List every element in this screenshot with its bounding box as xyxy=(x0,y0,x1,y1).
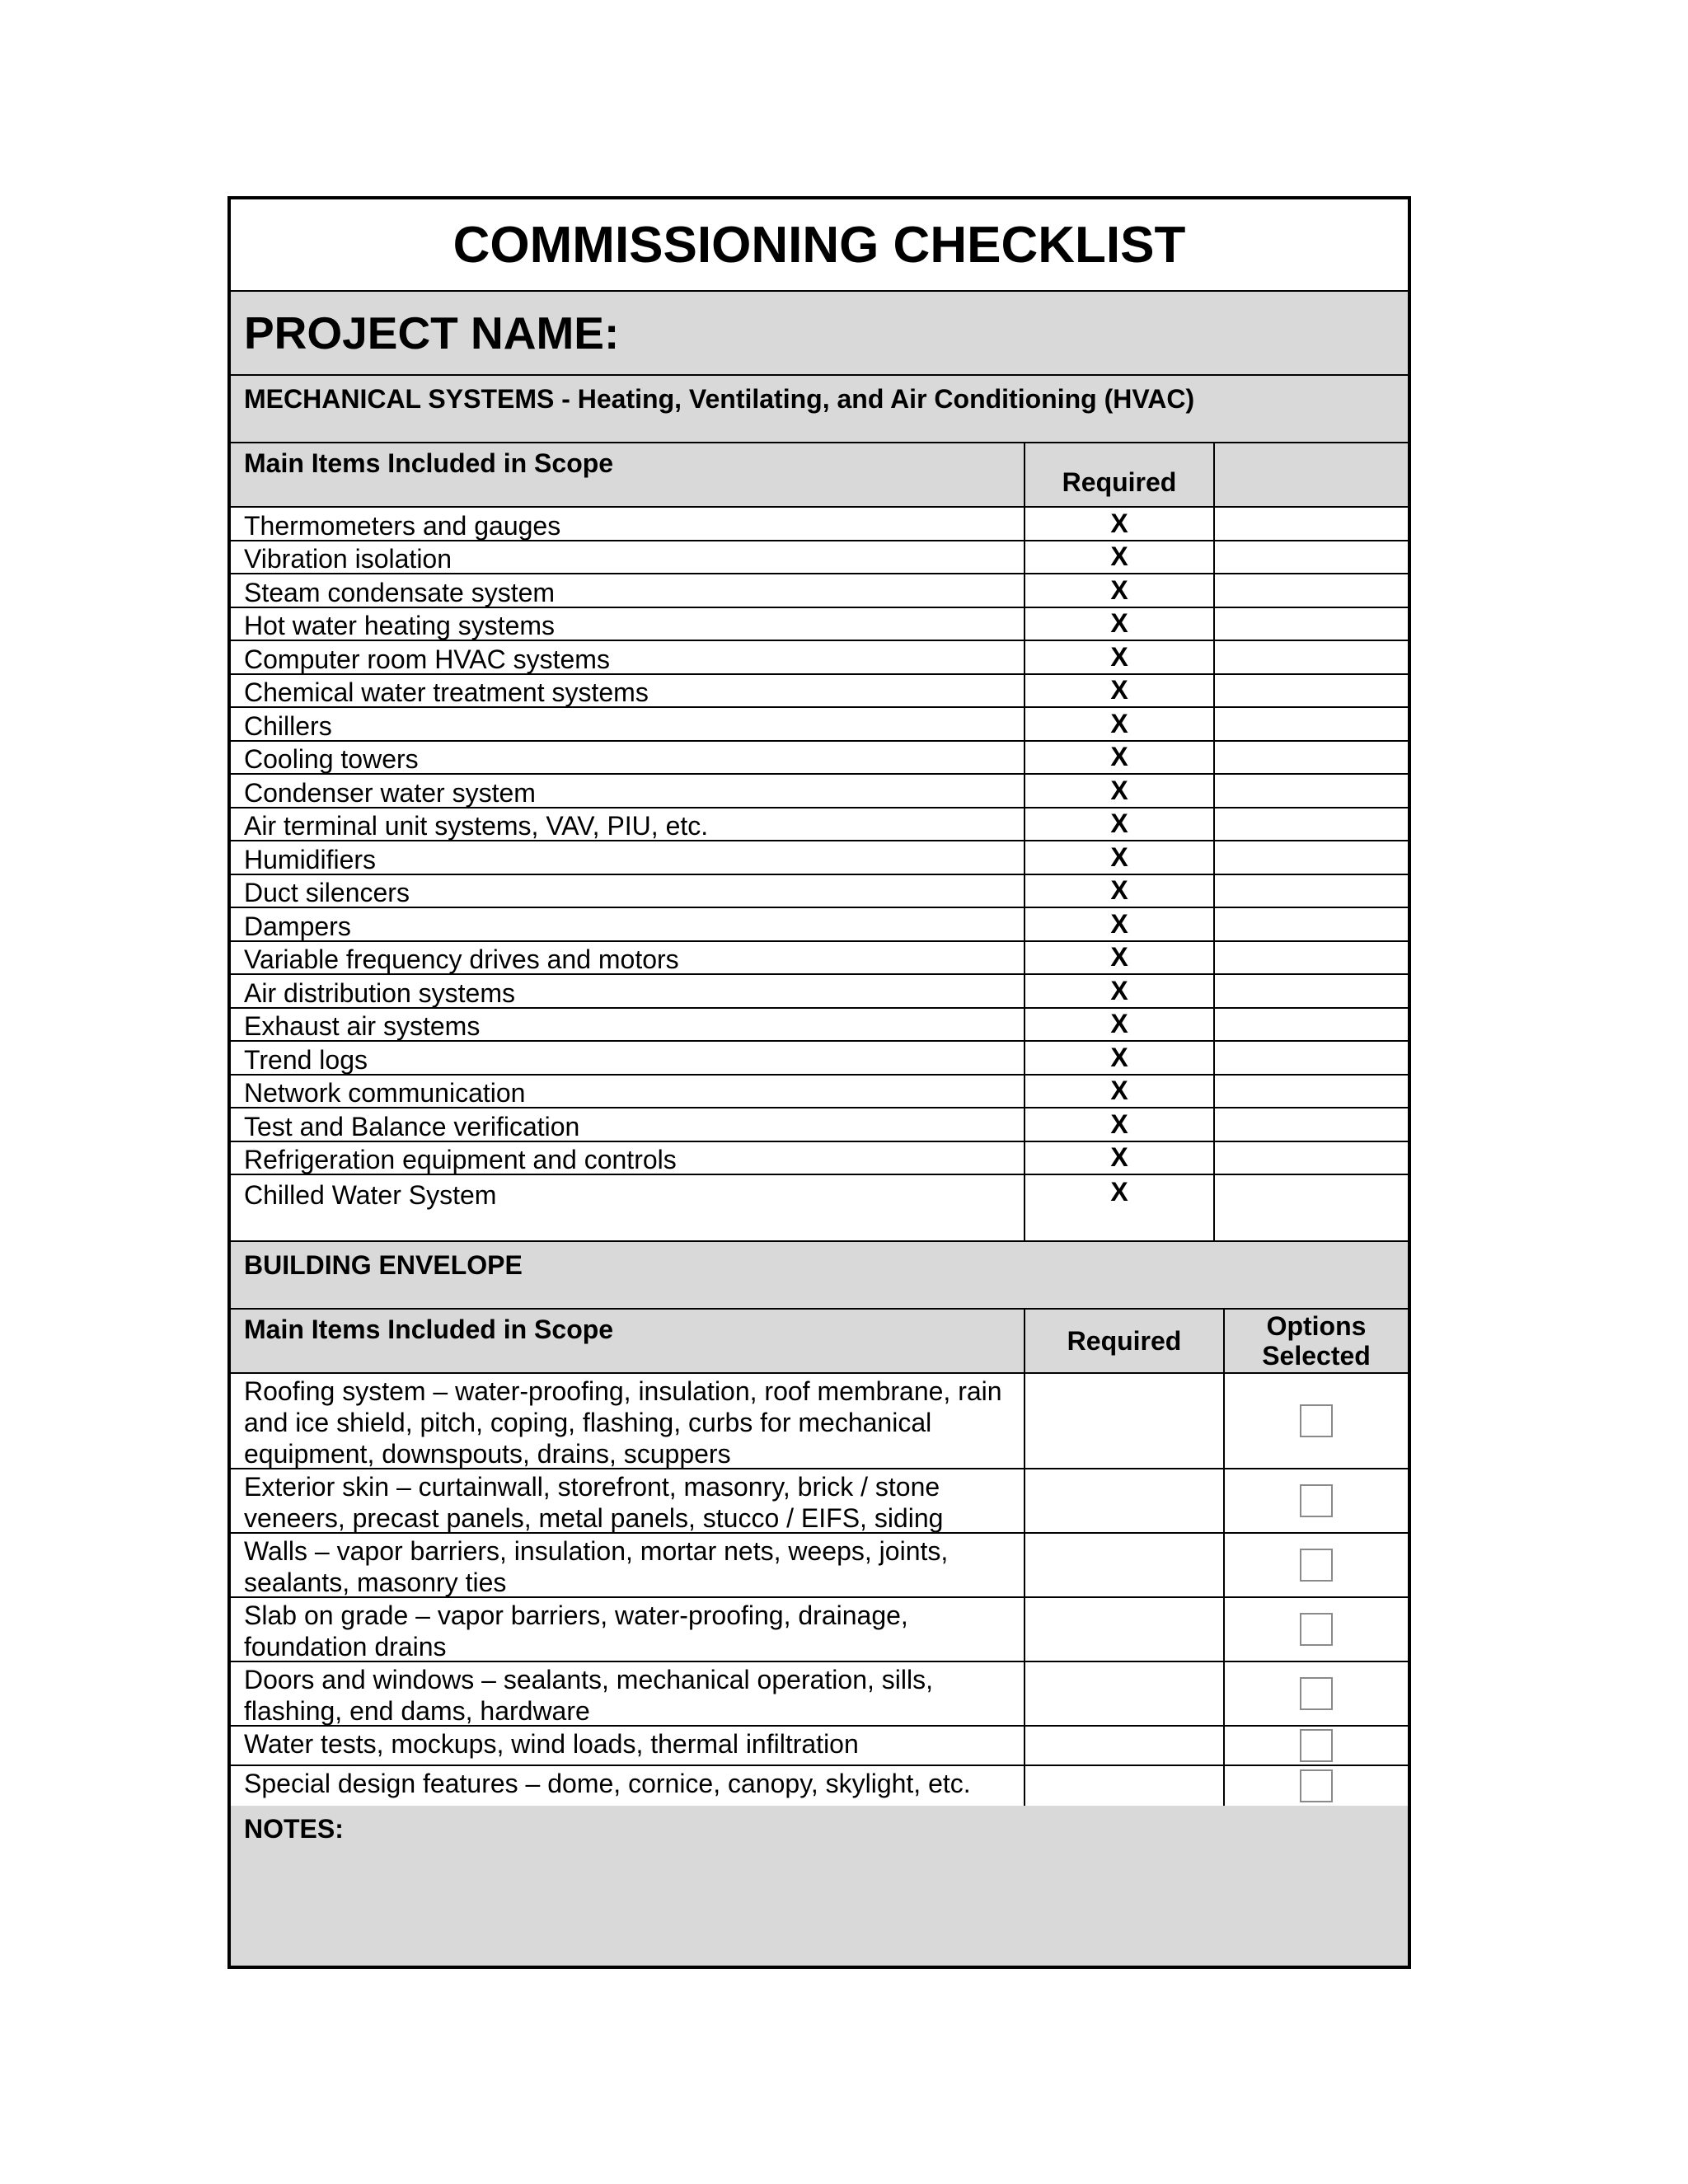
item-label: Slab on grade – vapor barriers, water-proofing, drainage, foundation drains xyxy=(231,1598,1025,1661)
blank-cell xyxy=(1215,675,1408,707)
item-label: Doors and windows – sealants, mechanical operation, sills, flashing, end dams, hardware xyxy=(231,1662,1025,1725)
item-label: Network communication xyxy=(231,1076,1025,1108)
mechanical-item-row xyxy=(231,608,1408,642)
required-mark: X xyxy=(1025,942,1215,974)
option-checkbox[interactable] xyxy=(1300,1404,1333,1437)
mechanical-item-row xyxy=(231,942,1408,976)
required-cell xyxy=(1025,1766,1225,1806)
envelope-scope-header: Main Items Included in Scope xyxy=(231,1310,1025,1372)
required-mark: X xyxy=(1025,975,1215,1007)
mechanical-item-row xyxy=(231,1108,1408,1142)
envelope-items xyxy=(231,1374,1408,1806)
mechanical-blank-header xyxy=(1215,443,1408,506)
item-label: Thermometers and gauges xyxy=(231,508,1025,540)
option-checkbox[interactable] xyxy=(1300,1613,1333,1646)
required-mark: X xyxy=(1025,1009,1215,1041)
mechanical-item-row xyxy=(231,775,1408,808)
mechanical-item-row xyxy=(231,808,1408,842)
blank-cell xyxy=(1215,1108,1408,1141)
notes-row xyxy=(231,1806,1408,1966)
blank-cell xyxy=(1215,1142,1408,1174)
envelope-item-row xyxy=(231,1469,1408,1534)
item-label: Vibration isolation xyxy=(231,541,1025,574)
envelope-options-header: Options Selected xyxy=(1262,1311,1371,1371)
item-label: Computer room HVAC systems xyxy=(231,641,1025,673)
required-mark: X xyxy=(1025,541,1215,574)
item-label: Trend logs xyxy=(231,1042,1025,1074)
required-mark: X xyxy=(1025,1142,1215,1174)
blank-cell xyxy=(1215,541,1408,574)
option-checkbox[interactable] xyxy=(1300,1729,1333,1762)
item-label: Air terminal unit systems, VAV, PIU, etc. xyxy=(231,808,1025,841)
blank-cell xyxy=(1215,1009,1408,1041)
item-label: Water tests, mockups, wind loads, thermal infiltration xyxy=(231,1727,1025,1765)
mechanical-item-row xyxy=(231,875,1408,909)
blank-cell xyxy=(1215,742,1408,774)
mechanical-empty-row xyxy=(231,1209,1408,1243)
blank-cell xyxy=(1215,875,1408,907)
item-label: Walls – vapor barriers, insulation, mortar nets, weeps, joints, sealants, masonry ties xyxy=(231,1534,1025,1596)
mechanical-item-row xyxy=(231,708,1408,742)
envelope-item-row xyxy=(231,1727,1408,1766)
envelope-header-row xyxy=(231,1310,1408,1374)
required-mark: X xyxy=(1025,574,1215,607)
item-label: Refrigeration equipment and controls xyxy=(231,1142,1025,1174)
blank-cell xyxy=(1215,1042,1408,1074)
options-cell xyxy=(1225,1727,1408,1765)
envelope-item-row xyxy=(231,1534,1408,1598)
blank-cell xyxy=(1215,1175,1408,1209)
mechanical-item-row xyxy=(231,1142,1408,1176)
item-label: Condenser water system xyxy=(231,775,1025,807)
envelope-item-row xyxy=(231,1766,1408,1806)
item-label: Chillers xyxy=(231,708,1025,740)
mechanical-item-row xyxy=(231,508,1408,541)
item-label: Roofing system – water-proofing, insulation, roof membrane, rain and ice shield, pitch, coping, flashing, curbs for mechanical equipment, downspouts, drains, scuppers xyxy=(231,1374,1025,1468)
envelope-heading: BUILDING ENVELOPE xyxy=(244,1250,523,1280)
item-label: Chilled Water System xyxy=(231,1175,1025,1209)
option-checkbox[interactable] xyxy=(1300,1769,1333,1802)
blank-cell xyxy=(1215,908,1408,940)
required-cell xyxy=(1025,1469,1225,1532)
required-mark: X xyxy=(1025,1175,1215,1209)
project-row xyxy=(231,292,1408,376)
blank-cell xyxy=(1215,942,1408,974)
required-mark: X xyxy=(1025,841,1215,874)
option-checkbox[interactable] xyxy=(1300,1549,1333,1582)
item-label: Steam condensate system xyxy=(231,574,1025,607)
required-mark: X xyxy=(1025,742,1215,774)
required-mark: X xyxy=(1025,775,1215,807)
blank-cell xyxy=(1215,975,1408,1007)
options-cell xyxy=(1225,1374,1408,1468)
required-mark: X xyxy=(1025,875,1215,907)
item-label: Hot water heating systems xyxy=(231,608,1025,640)
item-label: Test and Balance verification xyxy=(231,1108,1025,1141)
mechanical-item-row xyxy=(231,1175,1408,1209)
mechanical-item-row xyxy=(231,1009,1408,1043)
options-cell xyxy=(1225,1469,1408,1532)
mechanical-item-row xyxy=(231,641,1408,675)
envelope-required-header: Required xyxy=(1025,1310,1225,1372)
blank-cell xyxy=(1215,641,1408,673)
option-checkbox[interactable] xyxy=(1300,1677,1333,1710)
mechanical-item-row xyxy=(231,1042,1408,1076)
mechanical-item-row xyxy=(231,908,1408,942)
required-mark: X xyxy=(1025,1076,1215,1108)
required-mark: X xyxy=(1025,708,1215,740)
mechanical-item-row xyxy=(231,675,1408,709)
mechanical-item-row xyxy=(231,574,1408,608)
option-checkbox[interactable] xyxy=(1300,1484,1333,1517)
item-label: Variable frequency drives and motors xyxy=(231,942,1025,974)
blank-cell xyxy=(1215,808,1408,841)
item-label: Exhaust air systems xyxy=(231,1009,1025,1041)
options-cell xyxy=(1225,1534,1408,1596)
required-mark: X xyxy=(1025,1042,1215,1074)
required-mark: X xyxy=(1025,641,1215,673)
mechanical-item-row xyxy=(231,541,1408,575)
commissioning-checklist xyxy=(227,196,1411,1969)
envelope-item-row xyxy=(231,1598,1408,1662)
blank-cell xyxy=(1215,841,1408,874)
required-cell xyxy=(1025,1662,1225,1725)
mechanical-heading: MECHANICAL SYSTEMS - Heating, Ventilating, and Air Conditioning (HVAC) xyxy=(244,384,1195,414)
mechanical-scope-header: Main Items Included in Scope xyxy=(231,443,1025,506)
mechanical-item-row xyxy=(231,1076,1408,1109)
mechanical-items xyxy=(231,508,1408,1209)
mechanical-item-row xyxy=(231,975,1408,1009)
blank-cell xyxy=(1215,708,1408,740)
item-label: Exterior skin – curtainwall, storefront, masonry, brick / stone veneers, precast panels, metal panels, stucco / EIFS, siding xyxy=(231,1469,1025,1532)
blank-cell xyxy=(1215,1076,1408,1108)
mechanical-header-row xyxy=(231,443,1408,508)
blank-cell xyxy=(1215,608,1408,640)
required-cell xyxy=(1025,1374,1225,1468)
item-label: Chemical water treatment systems xyxy=(231,675,1025,707)
item-label: Humidifiers xyxy=(231,841,1025,874)
required-cell xyxy=(1025,1534,1225,1596)
item-label: Air distribution systems xyxy=(231,975,1025,1007)
envelope-item-row xyxy=(231,1374,1408,1469)
required-mark: X xyxy=(1025,608,1215,640)
mechanical-heading-row xyxy=(231,376,1408,443)
envelope-item-row xyxy=(231,1662,1408,1727)
blank-cell xyxy=(1215,508,1408,540)
required-mark: X xyxy=(1025,1108,1215,1141)
options-cell xyxy=(1225,1598,1408,1661)
required-cell xyxy=(1025,1598,1225,1661)
required-mark: X xyxy=(1025,508,1215,540)
options-cell xyxy=(1225,1662,1408,1725)
item-label: Dampers xyxy=(231,908,1025,940)
mechanical-item-row xyxy=(231,742,1408,776)
mechanical-item-row xyxy=(231,841,1408,875)
page-title: COMMISSIONING CHECKLIST xyxy=(452,216,1186,274)
mechanical-required-header: Required xyxy=(1025,443,1215,506)
required-mark: X xyxy=(1025,908,1215,940)
item-label: Cooling towers xyxy=(231,742,1025,774)
blank-cell xyxy=(1215,775,1408,807)
item-label: Special design features – dome, cornice, canopy, skylight, etc. xyxy=(231,1766,1025,1806)
required-cell xyxy=(1025,1727,1225,1765)
notes-label: NOTES: xyxy=(244,1814,344,1844)
required-mark: X xyxy=(1025,808,1215,841)
required-mark: X xyxy=(1025,675,1215,707)
title-row xyxy=(231,199,1408,292)
envelope-heading-row xyxy=(231,1242,1408,1310)
project-name-label: PROJECT NAME: xyxy=(244,307,620,359)
item-label: Duct silencers xyxy=(231,875,1025,907)
blank-cell xyxy=(1215,574,1408,607)
options-cell xyxy=(1225,1766,1408,1806)
